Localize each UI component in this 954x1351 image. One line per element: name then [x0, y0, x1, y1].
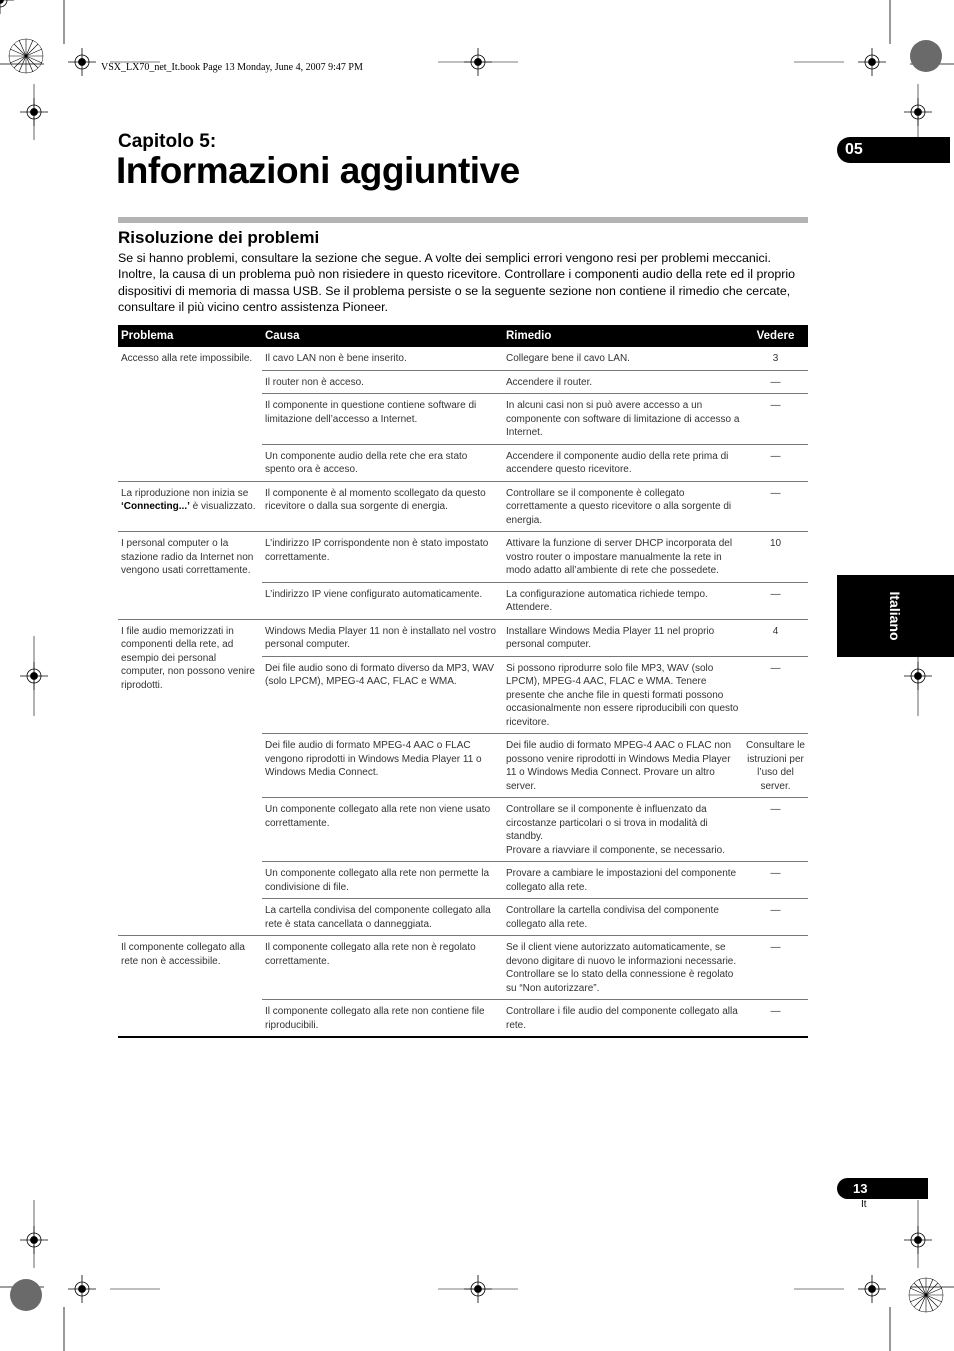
remedy-cell: Accendere il router. — [503, 370, 743, 394]
remedy-cell: Provare a cambiare le impostazioni del componente collegato alla rete. — [503, 862, 743, 899]
see-cell: — — [743, 370, 808, 394]
cause-cell: Il router non è acceso. — [262, 370, 503, 394]
see-cell: — — [743, 936, 808, 1000]
remedy-cell: Accendere il componente audio della rete prima di accendere questo ricevitore. — [503, 444, 743, 481]
remedy-cell: Controllare la cartella condivisa del componente collegato alla rete. — [503, 899, 743, 936]
table-row — [118, 481, 808, 532]
page-number: 13 — [837, 1178, 928, 1199]
remedy-line: Controllare se il componente è influenzato da circostanze particolari o si trova in modalità di standby. — [506, 804, 708, 842]
problem-cell — [118, 481, 262, 532]
remedy-cell: Controllare se il componente è collegato correttamente a questo ricevitore o alla sorgente di energia. — [503, 481, 743, 532]
remedy-cell: Dei file audio di formato MPEG-4 AAC o FLAC non possono venire riprodotti in Windows Media Player 11 o Windows Media Connect. Provare un altro server. — [503, 734, 743, 798]
cause-cell: Dei file audio di formato MPEG-4 AAC o FLAC vengono riprodotti in Windows Media Player 11 o Windows Media Connect. — [262, 734, 503, 798]
remedy-cell: Installare Windows Media Player 11 nel proprio personal computer. — [503, 619, 743, 656]
remedy-cell: Se il client viene autorizzato automaticamente, se devono digitare di nuovo le informazioni necessarie. Controllare se lo stato della connessione è regolato su “Non autorizzare”. — [503, 936, 743, 1000]
cause-cell: Un componente collegato alla rete non permette la condivisione di file. — [262, 862, 503, 899]
see-cell: — — [743, 1000, 808, 1038]
remedy-cell: In alcuni casi non si può avere accesso a un componente con software di limitazione di accesso a Internet. — [503, 394, 743, 445]
cause-cell: L’indirizzo IP viene configurato automaticamente. — [262, 582, 503, 619]
cause-cell: Un componente audio della rete che era stato spento ora è acceso. — [262, 444, 503, 481]
cause-cell: La cartella condivisa del componente collegato alla rete è stata cancellata o danneggiata. — [262, 899, 503, 936]
remedy-line: Provare a riavviare il componente, se necessario. — [506, 844, 725, 856]
problem-text: La riproduzione non inizia se — [121, 487, 249, 499]
problem-cell: Il componente collegato alla rete non è accessibile. — [118, 936, 262, 1038]
cause-cell: Windows Media Player 11 non è installato nel vostro personal computer. — [262, 619, 503, 656]
page-language-code: It — [861, 1199, 867, 1210]
cause-cell: Dei file audio sono di formato diverso da MP3, WAV (solo LPCM), MPEG-4 AAC, FLAC e WMA. — [262, 656, 503, 734]
section-divider — [118, 217, 808, 223]
cause-cell: Il cavo LAN non è bene inserito. — [262, 347, 503, 370]
remedy-cell: La configurazione automatica richiede tempo. Attendere. — [503, 582, 743, 619]
chapter-label: Capitolo 5: — [118, 131, 217, 152]
header-problem: Problema — [118, 325, 262, 347]
problem-cell: I personal computer o la stazione radio da Internet non vengono usati correttamente. — [118, 532, 262, 620]
see-cell: 4 — [743, 619, 808, 656]
see-cell: — — [743, 862, 808, 899]
cause-cell: Il componente è al momento scollegato da questo ricevitore o dalla sua sorgente di energia. — [262, 481, 503, 532]
remedy-cell: Attivare la funzione di server DHCP incorporata del vostro router o impostare manualmente la rete in modo adatto all’ambiente di rete che possedete. — [503, 532, 743, 583]
see-cell: — — [743, 444, 808, 481]
remedy-cell: Collegare bene il cavo LAN. — [503, 347, 743, 370]
see-cell: 10 — [743, 532, 808, 583]
table-row — [118, 936, 808, 1000]
intro-paragraph: Se si hanno problemi, consultare la sezione che segue. A volte dei semplici errori vengono resi per problemi meccanici. Inoltre, la causa di un problema può non risiedere in questo ricevitore. Controllare i componenti audio della rete ed il proprio dispositivi di memoria di massa USB. Se il problema persiste o se la seguente sezione non contiene il rimedio che cercate, consultare il più vicino centro assistenza Pioneer. — [118, 251, 796, 314]
section-title: Risoluzione dei problemi — [118, 228, 320, 247]
cause-cell: Un componente collegato alla rete non viene usato correttamente. — [262, 798, 503, 862]
problem-cell: Accesso alla rete impossibile. — [118, 347, 262, 481]
see-cell: — — [743, 582, 808, 619]
problem-cell: I file audio memorizzati in componenti della rete, ad esempio dei personal computer, non possono venire riprodotti. — [118, 619, 262, 936]
see-cell: — — [743, 481, 808, 532]
chapter-number-tab: 05 — [837, 137, 950, 163]
remedy-cell: Controllare i file audio del componente collegato alla rete. — [503, 1000, 743, 1038]
troubleshooting-table — [118, 325, 808, 1038]
language-side-tab-label: Italiano — [887, 591, 903, 641]
print-header: VSX_LX70_net_It.book Page 13 Monday, June 4, 2007 9:47 PM — [101, 62, 363, 73]
connecting-indicator-text: ‘Connecting...’ — [121, 501, 190, 512]
remedy-cell: Si possono riprodurre solo file MP3, WAV (solo LPCM), MPEG-4 AAC, FLAC e WMA. Tenere presente che anche file in questi formati possono occasionalmente non essere riproducibili con questo ricevitore. — [503, 656, 743, 734]
table-row — [118, 532, 808, 583]
see-cell: — — [743, 394, 808, 445]
language-side-tab — [837, 575, 954, 657]
see-cell: — — [743, 899, 808, 936]
header-remedy: Rimedio — [503, 325, 743, 347]
table-row — [118, 347, 808, 370]
table-header-row — [118, 325, 808, 347]
cause-cell: L’indirizzo IP corrispondente non è stato impostato correttamente. — [262, 532, 503, 583]
header-cause: Causa — [262, 325, 503, 347]
remedy-cell — [503, 798, 743, 862]
problem-text: è visualizzato. — [189, 501, 256, 512]
see-cell: Consultare le istruzioni per l’uso del server. — [743, 734, 808, 798]
table-row — [118, 619, 808, 656]
see-cell: — — [743, 798, 808, 862]
see-cell: — — [743, 656, 808, 734]
see-cell: 3 — [743, 347, 808, 370]
cause-cell: Il componente collegato alla rete non contiene file riproducibili. — [262, 1000, 503, 1038]
cause-cell: Il componente in questione contiene software di limitazione dell’accesso a Internet. — [262, 394, 503, 445]
chapter-title: Informazioni aggiuntive — [116, 150, 520, 191]
cause-cell: Il componente collegato alla rete non è regolato correttamente. — [262, 936, 503, 1000]
header-see: Vedere — [743, 325, 808, 347]
